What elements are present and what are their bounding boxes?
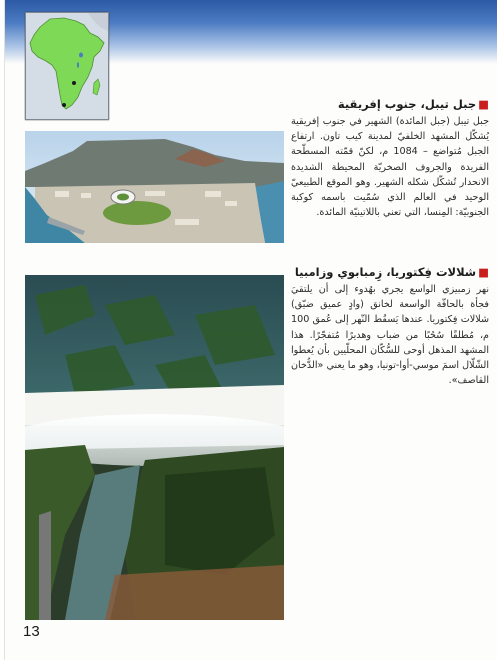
africa-map-graphic	[26, 13, 108, 119]
section-heading-text: جبل تيبل، جنوب إفريقية	[337, 97, 477, 111]
africa-locator-map	[25, 12, 109, 120]
bullet-dot-icon: ■	[478, 97, 489, 111]
table-mountain-photo	[25, 131, 284, 243]
section-victoria-falls	[291, 263, 489, 388]
book-page	[4, 0, 497, 660]
page-number: 13	[23, 623, 40, 640]
section-heading	[291, 263, 489, 281]
section-table-mountain	[291, 95, 489, 220]
section-body: نهر زمبيزي الواسع يجري بهُدوء إلى أن يلتقيَ فجأة بالحافّة الواسعة لخانق (وادٍ عميق ضيّق) شلالات فِكتوريا. عندها يَسقُط النّهر إلى عُمق 100 م، مُطلقًا سُحُبًا من ضباب وهديرًا مُتفجّرًا. هذا المشهد المذهل أوحى للسُّكّان المحلّيين بأن يُعطوا الشّلّال اسمَ موسي-أوا-تونيا، وهو ما يعني «الدُّخان القاصف».	[291, 284, 489, 387]
bullet-dot-icon: ■	[478, 265, 489, 279]
section-heading-text: شلالات فِكتوريا، زِمبابوي وزامبيا	[294, 265, 477, 279]
section-body: جبل تيبل (جبل المائدة) الشهير في جنوب إفريقية يُشكّل المشهد الخلفيّ لمدينة كيب تاون. ارتفاع الجبل مُتواضع – 1084 م، لكنّ قمّته المسطّحة الفريدة والجروف الصخريّة المحيطة الشديدة الانحدار تُشكّل شكله الشهير. وهو الموقع الطبيعيّ الوحيد في العالم الذي سُمّيت باسمه كوكبة الجنوبيّة: المِنسا، التي تعني باللاتينيّة المائدة.	[291, 116, 489, 219]
section-heading	[291, 95, 489, 113]
victoria-falls-photo	[25, 275, 284, 620]
